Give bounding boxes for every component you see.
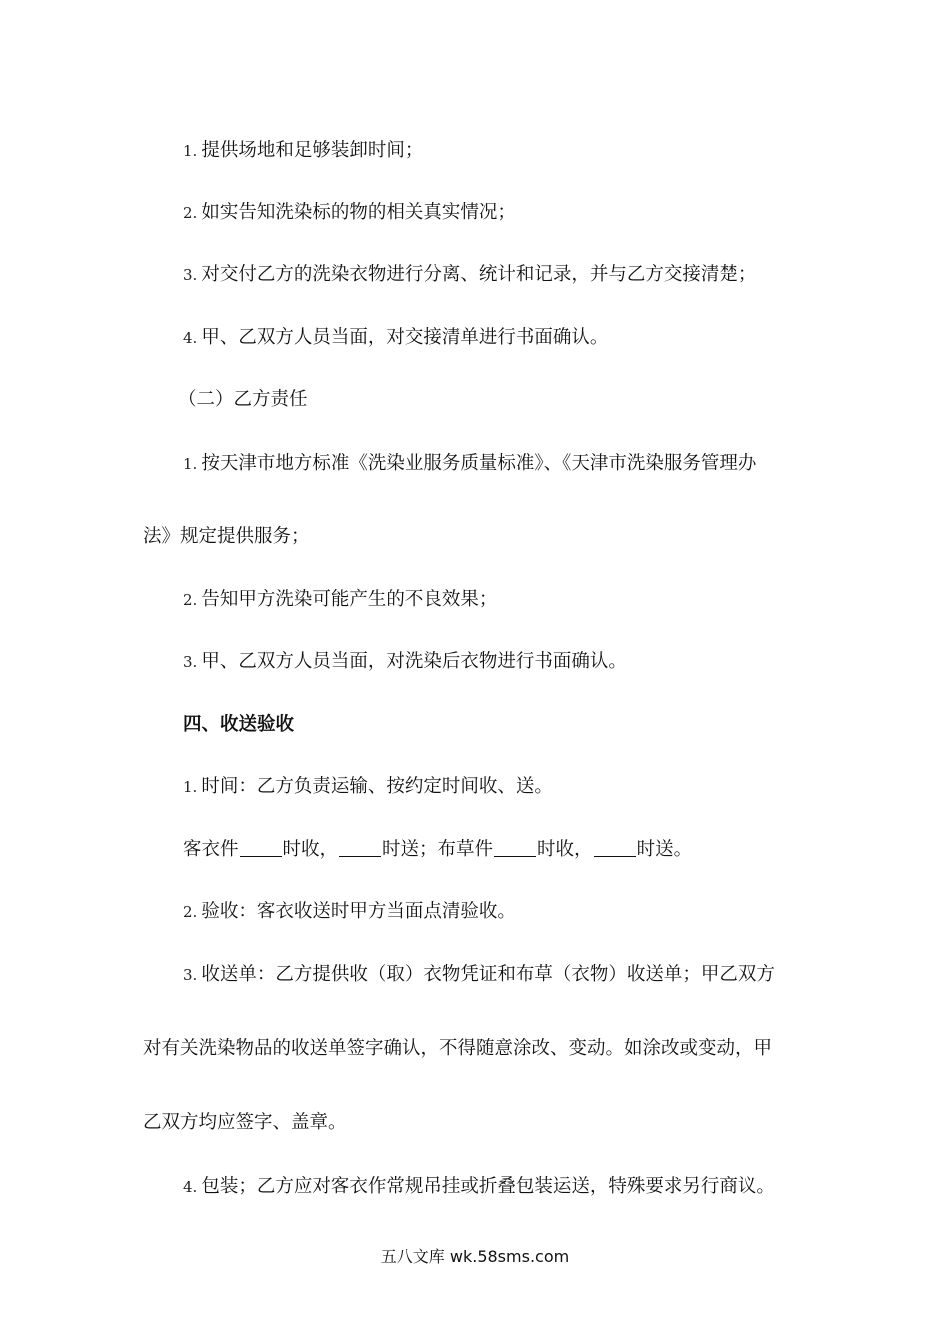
section4-item-receipt-cont2: 乙双方均应签字、盖章。 xyxy=(143,1112,347,1133)
schedule-line: 客衣件 时收， 时送；布草件 时收， 时送。 xyxy=(183,839,693,860)
blank-field[interactable] xyxy=(594,838,636,857)
section4-item-receipt-cont1: 对有关洗染物品的收送单签字确认，不得随意涂改、变动。如涂改或变动，甲 xyxy=(143,1038,773,1059)
party-a-item-3: 3. 对交付乙方的洗染衣物进行分离、统计和记录，并与乙方交接清楚； xyxy=(183,264,757,285)
party-b-item-1-cont: 法》规定提供服务； xyxy=(143,526,310,547)
footer-watermark: 五八文库 wk.58sms.com xyxy=(380,1247,570,1266)
blank-field[interactable] xyxy=(494,838,536,857)
party-a-item-4: 4. 甲、乙双方人员当面，对交接清单进行书面确认。 xyxy=(183,327,609,348)
section4-item-acceptance: 2. 验收：客衣收送时甲方当面点清验收。 xyxy=(183,901,516,922)
party-a-item-1: 1. 提供场地和足够装卸时间； xyxy=(183,140,424,161)
party-b-item-2: 2. 告知甲方洗染可能产生的不良效果； xyxy=(183,589,498,610)
section4-item-time: 1. 时间：乙方负责运输、按约定时间收、送。 xyxy=(183,776,553,797)
party-b-item-1: 1. 按天津市地方标准《洗染业服务质量标准》、《天津市洗染服务管理办 xyxy=(183,453,757,474)
party-a-item-2: 2. 如实告知洗染标的物的相关真实情况； xyxy=(183,202,516,223)
blank-field[interactable] xyxy=(240,838,282,857)
section4-heading: 四、收送验收 xyxy=(183,714,295,735)
blank-field[interactable] xyxy=(339,838,381,857)
party-b-heading: （二）乙方责任 xyxy=(178,389,308,410)
section4-item-packaging: 4. 包装；乙方应对客衣作常规吊挂或折叠包装运送，特殊要求另行商议。 xyxy=(183,1176,775,1197)
party-b-item-3: 3. 甲、乙双方人员当面，对洗染后衣物进行书面确认。 xyxy=(183,651,627,672)
section4-item-receipt: 3. 收送单：乙方提供收（取）衣物凭证和布草（衣物）收送单；甲乙双方 xyxy=(183,964,775,985)
